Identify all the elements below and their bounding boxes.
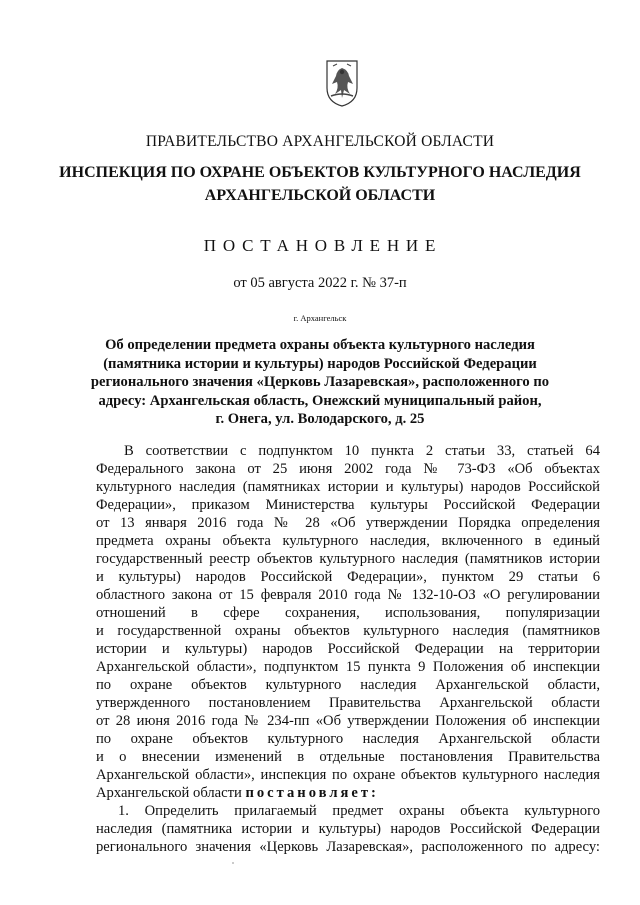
body-line: областного закона от 15 февраля 2010 года № 132-10-ОЗ «О регулировании: [96, 587, 600, 603]
city: г. Архангельск: [293, 313, 347, 323]
body-line-text: Архангельской области: [96, 785, 242, 801]
body-line: В соответствии с подпунктом 10 пункта 2 статьи 33, статьей 64: [124, 443, 600, 459]
subject-heading: [0, 336, 640, 429]
body-text: [96, 442, 600, 856]
inspection-title-line: ИНСПЕКЦИЯ ПО ОХРАНЕ ОБЪЕКТОВ КУЛЬТУРНОГО НАСЛЕДИЯ: [59, 164, 581, 181]
body-line: отношений в сфере сохранения, использования, популяризации: [96, 605, 600, 621]
body-line: утвержденного постановлением Правительства Архангельской области: [96, 695, 600, 711]
body-line: истории и культуры) народов Российской Федерации на территории: [96, 641, 600, 657]
subject-line: адресу: Архангельская область, Онежский муниципальный район,: [98, 392, 542, 409]
body-line: по охране объектов культурного наследия Архангельской области: [96, 731, 600, 747]
scan-speck: [232, 862, 234, 864]
subject-line: г. Онега, ул. Володарского, д. 25: [215, 411, 425, 427]
document-type: ПОСТАНОВЛЕНИЕ: [203, 236, 443, 255]
body-line: и о внесении изменений в отдельные постановления Правительства: [96, 749, 600, 765]
date-number: от 05 августа 2022 г. № 37-п: [233, 275, 407, 291]
body-line: предмета охраны объекта культурного наследия, включенного в единый: [96, 533, 600, 549]
body-line: Архангельской области», подпунктом 15 пункта 9 Положения об инспекции: [96, 659, 600, 675]
body-line: 1. Определить прилагаемый предмет охраны объекта культурного: [118, 803, 600, 819]
inspection-title-line: АРХАНГЕЛЬСКОЙ ОБЛАСТИ: [204, 187, 436, 204]
body-line: и культуры) народов Российской Федерации», пунктом 29 статьи 6: [96, 569, 600, 585]
body-line: государственный реестр объектов культурного наследия (памятников истории: [96, 551, 600, 567]
body-line: Федерального закона от 25 июня 2002 года № 73-ФЗ «Об объектах: [96, 461, 600, 477]
body-line: по охране объектов культурного наследия Архангельской области,: [96, 677, 600, 693]
subject-line: регионального значения «Церковь Лазаревская», расположенного по: [90, 374, 550, 390]
subject-line: Об определении предмета охраны объекта культурного наследия: [105, 337, 535, 353]
government-title: ПРАВИТЕЛЬСТВО АРХАНГЕЛЬСКОЙ ОБЛАСТИ: [145, 133, 495, 150]
body-line-decides: [96, 784, 600, 802]
body-line: от 13 января 2016 года № 28 «Об утверждении Порядка определения: [96, 515, 600, 531]
body-line: наследия (памятника истории и культуры) народов Российской Федерации: [96, 821, 600, 837]
body-line: регионального значения «Церковь Лазаревская», расположенного по адресу:: [96, 839, 600, 855]
body-line: и государственной охраны объектов культурного наследия (памятников: [96, 623, 600, 639]
coat-of-arms-icon: [323, 58, 361, 108]
body-line: культурного наследия (памятниках истории и культуры) народов Российской: [96, 479, 600, 495]
body-line: от 28 июня 2016 года № 234-пп «Об утверждении Положения об инспекции: [96, 713, 600, 729]
inspection-title: [0, 161, 640, 207]
decides-keyword: постановляет:: [245, 785, 379, 801]
body-line: Федерации», приказом Министерства культуры Российской Федерации: [96, 497, 600, 513]
body-line: Архангельской области», инспекция по охране объектов культурного наследия: [96, 767, 600, 783]
subject-line: (памятника истории и культуры) народов Российской Федерации: [103, 355, 537, 372]
